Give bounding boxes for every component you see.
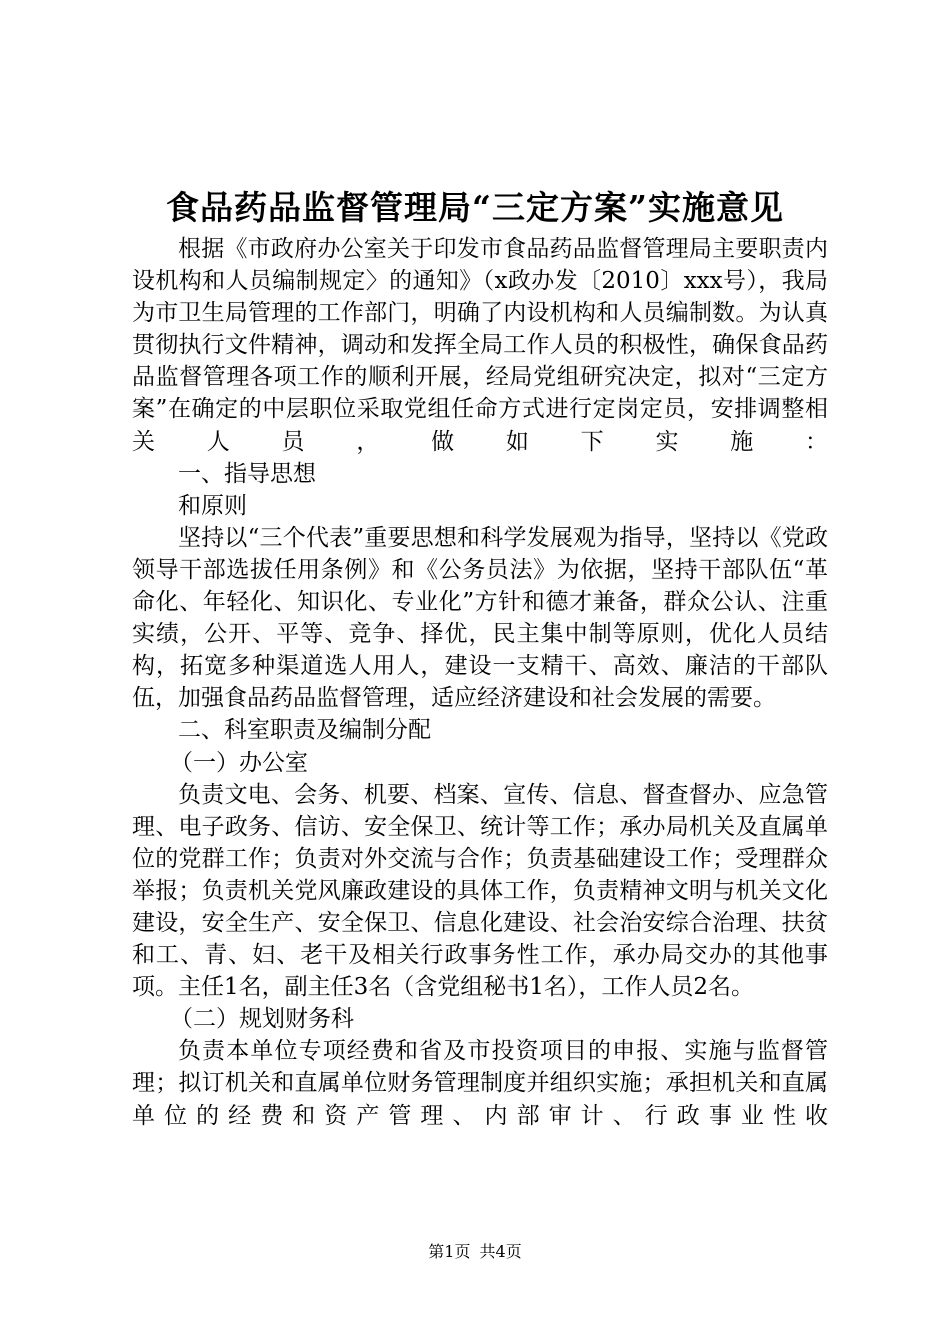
section-heading-2: 二、科室职责及编制分配 [178,717,431,744]
principles-paragraph: 坚持以“三个代表”重要思想和科学发展观为指导，坚持以《党政领导干部选拔任用条例》和《公务员法》为依据，坚持干部队伍“革命化、年轻化、知识化、专业化”方针和德才兼备，群众公认、注重实绩，公开、平等、竞争、择优，民主集中制等原则，优化人员结构，拓宽多种渠道选人用人，建设一支精干、高效、廉洁的干部队伍，加强食品药品监督管理，适应经济建设和社会发展的需要。 [132,524,828,712]
page-total: 共4页 [479,1242,522,1261]
subsection-office: （一）办公室 [169,749,308,776]
subsection-finance: （二）规划财务科 [169,1006,354,1033]
page-footer [0,1240,950,1264]
document-title: 食品药品监督管理局“三定方案”实施意见 [166,188,784,227]
document-body [132,233,828,1132]
office-paragraph: 负责文电、会务、机要、档案、宣传、信息、督查督办、应急管理、电子政务、信访、安全保卫、统计等工作；承办局机关及直属单位的党群工作；负责对外交流与合作；负责基础建设工作；受理群众举报；负责机关党风廉政建设的具体工作，负责精神文明与机关文化建设，安全生产、安全保卫、信息化建设、社会治安综合治理、扶贫和工、青、妇、老干及相关行政事务性工作，承办局交办的其他事项。主任1名，副主任3名（含党组秘书1名），工作人员2名。 [132,781,828,1001]
section-heading-1-continued: 和原则 [178,492,247,519]
finance-paragraph: 负责本单位专项经费和省及市投资项目的申报、实施与监督管理；拟订机关和直属单位财务管理制度并组织实施；承担机关和直属单位的经费和资产管理、内部审计、行政事业性收 [132,1038,828,1129]
intro-paragraph: 根据《市政府办公室关于印发市食品药品监督管理局主要职责内设机构和人员编制规定〉的通知》（x政办发〔2010〕xxx号），我局为市卫生局管理的工作部门，明确了内设机构和人员编制数。为认真贯彻执行文件精神，调动和发挥全局工作人员的积极性，确保食品药品监督管理各项工作的顺利开展，经局党组研究决定，拟对“三定方案”在确定的中层职位采取党组任命方式进行定岗定员，安排调整相关人员，做如下实施： [132,236,828,455]
page-number: 第1页 [428,1242,471,1261]
section-heading-1: 一、指导思想 [178,460,316,487]
